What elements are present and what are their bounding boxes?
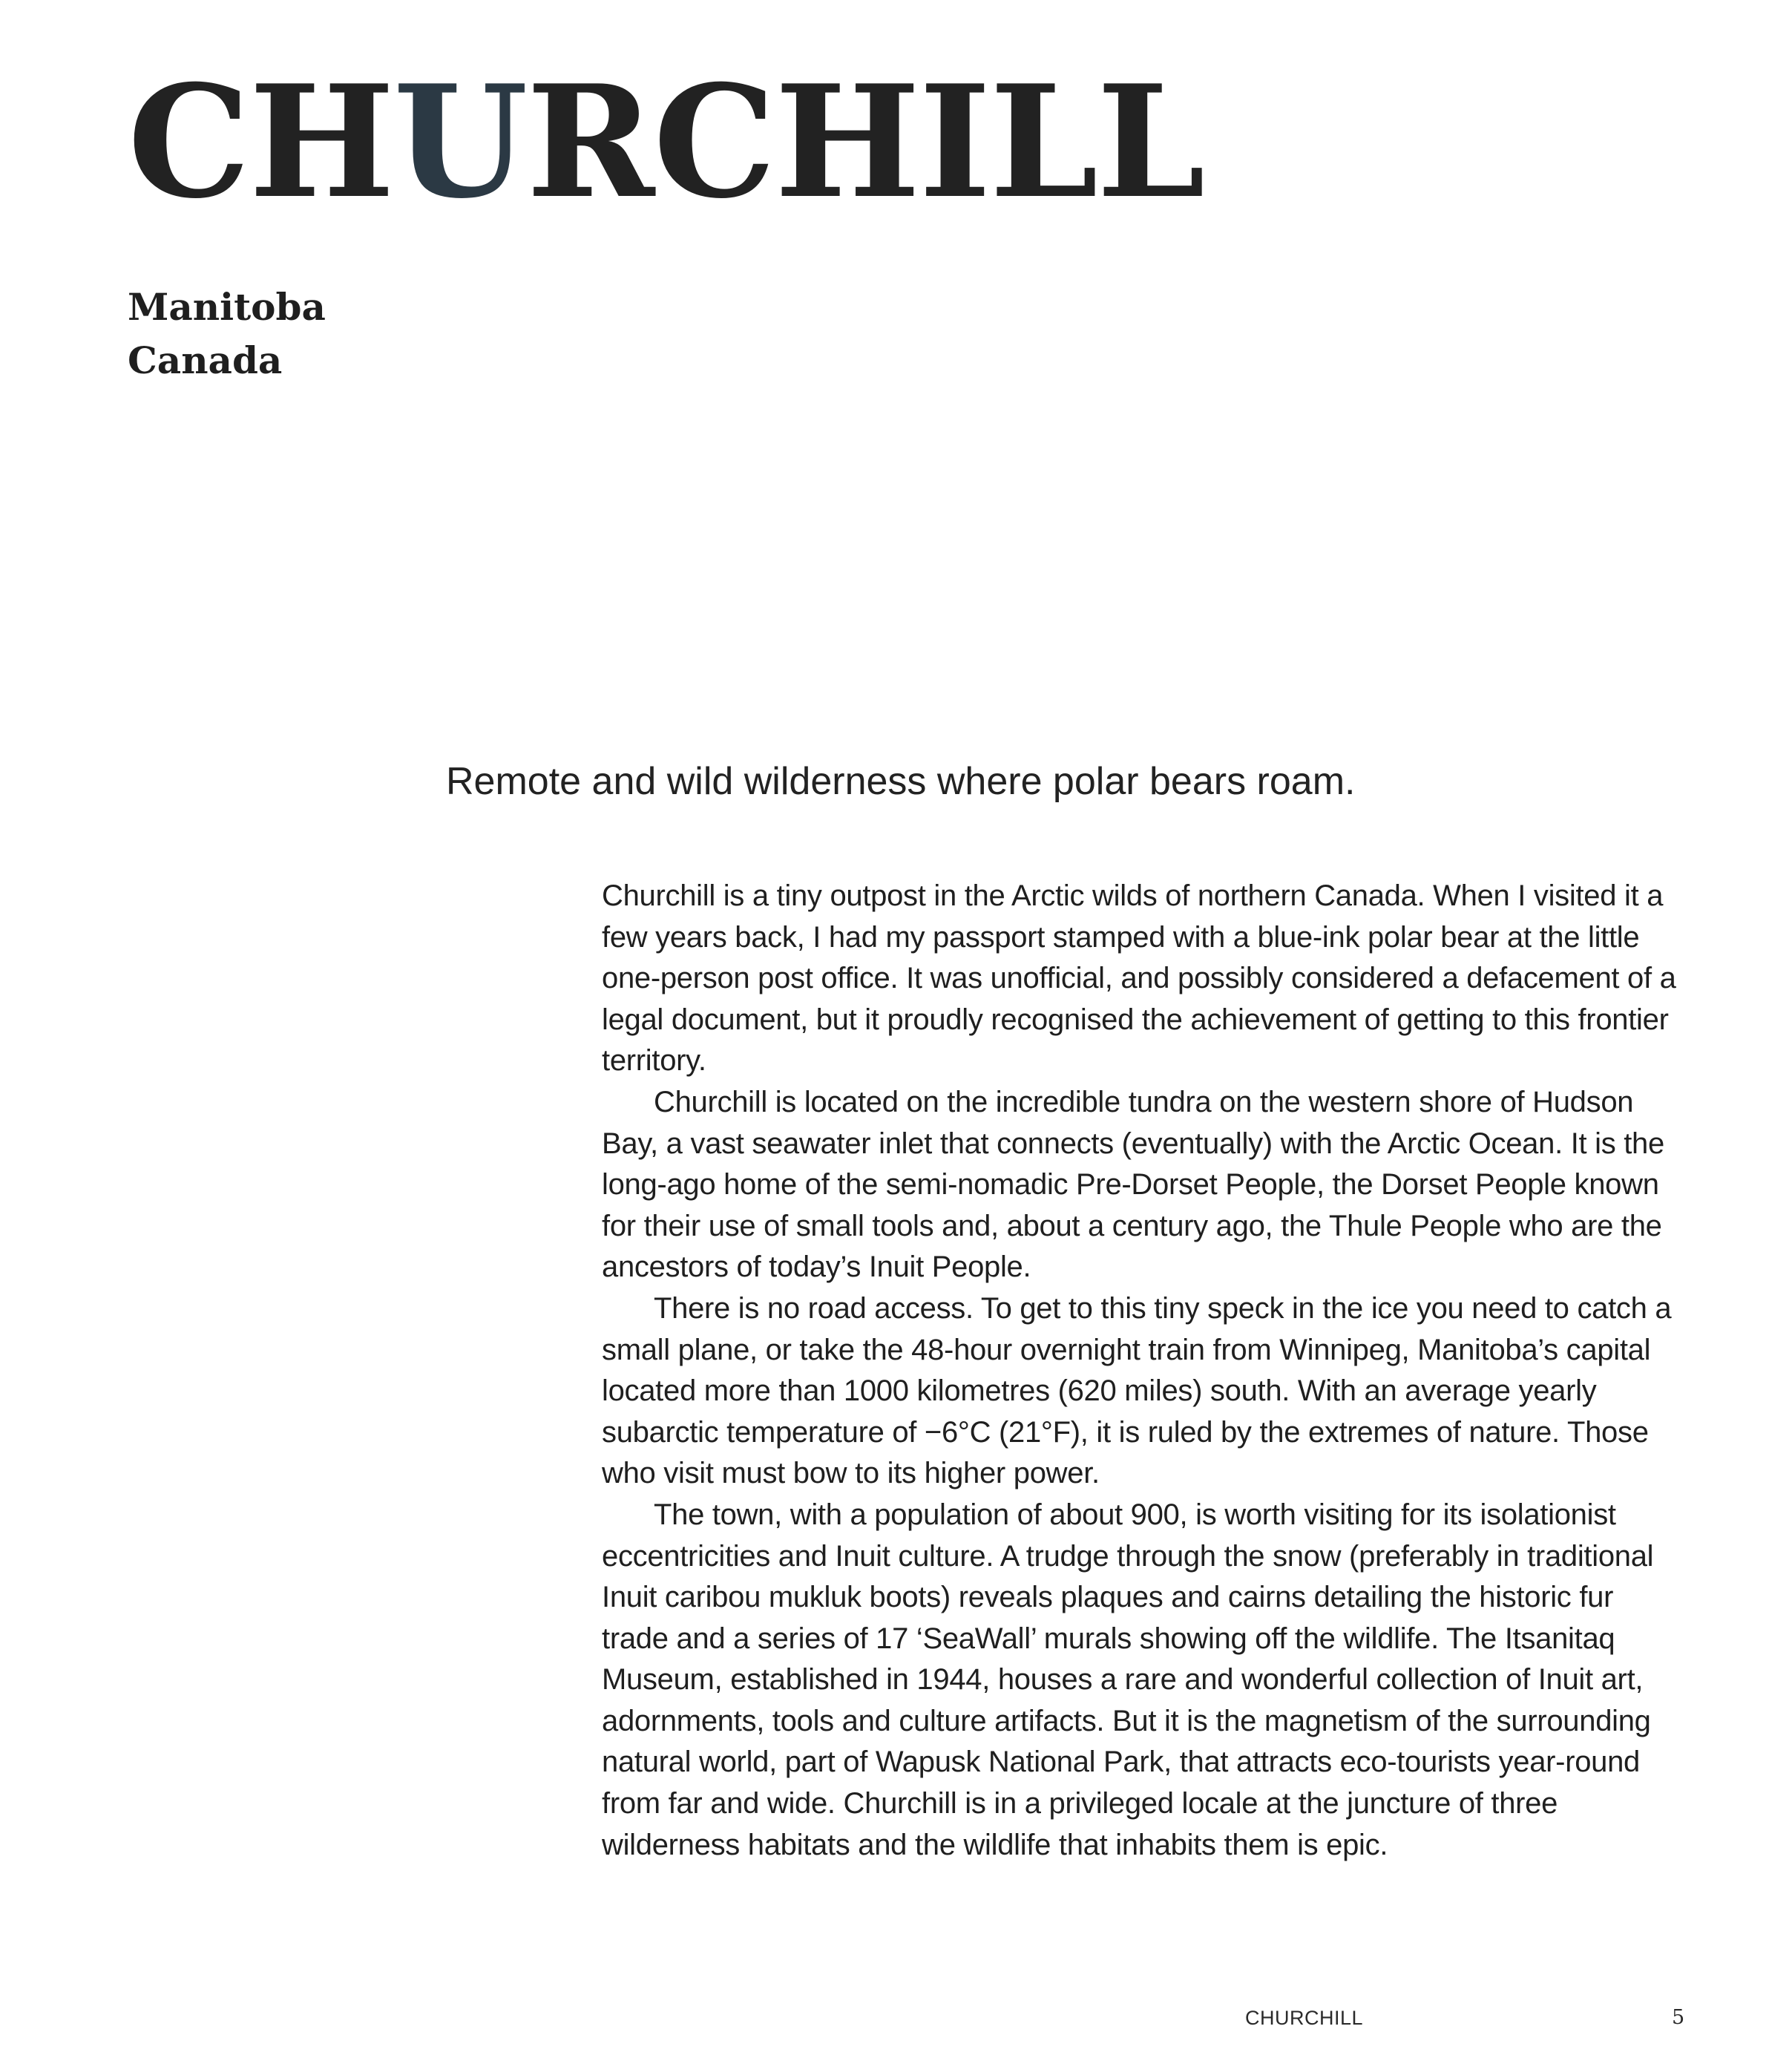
body-paragraph: Churchill is a tiny outpost in the Arctic wilds of northern Canada. When I visited it a few years back, I had my passport stamped with a blue-ink polar bear at the little one-person post office. It was unofficial, and possibly considered a defacement of a legal document, but it proudly recognised the achievement of getting to this frontier territory.	[602, 879, 1676, 1078]
location-block	[128, 281, 326, 387]
body-text	[602, 876, 1685, 1866]
subtitle: Remote and wild wilderness where polar bears roam.	[446, 760, 1356, 803]
title-part-1: CH	[128, 52, 394, 233]
body-paragraph: The town, with a population of about 900, is worth visiting for its isolationist eccentricities and Inuit culture. A trudge through the snow (preferably in traditional Inuit caribou mukluk boots) reveals plaques and cairns detailing the historic fur trade and a series of 17 ‘SeaWall’ murals showing off the wildlife. The Itsanitaq Museum, established in 1944, houses a rare and wonderful collection of Inuit art, adornments, tools and culture artifacts. But it is the magnetism of the surrounding natural world, part of Wapusk National Park, that attracts eco-tourists year-round from far and wide. Churchill is in a privileged locale at the juncture of three wilderness habitats and the wildlife that inhabits them is epic.	[602, 1498, 1654, 1861]
page-number: 5	[1672, 2006, 1685, 2029]
body-paragraph: Churchill is located on the incredible tundra on the western shore of Hudson Bay, a vast seawater inlet that connects (eventually) with the Arctic Ocean. It is the long-ago home of the semi-nomadic Pre-Dorset People, the Dorset People known for their use of small tools and, about a century ago, the Thule People who are the ancestors of today’s Inuit People.	[602, 1085, 1664, 1284]
title-part-2: RCHILL	[526, 52, 1204, 233]
running-footer: CHURCHILL	[1245, 2007, 1364, 2029]
body-paragraph: There is no road access. To get to this tiny speck in the ice you need to catch a small plane, or take the 48-hour overnight train from Winnipeg, Manitoba’s capital located more than 1000 kilometres (620 miles) south. With an average yearly subarctic temperature of −6°C (21°F), it is ruled by the extremes of nature. Those who visit must bow to its higher power.	[602, 1291, 1672, 1490]
title-accent-letter: U	[393, 52, 527, 233]
page-title	[128, 52, 1204, 233]
location-country: Canada	[128, 338, 283, 382]
location-province: Manitoba	[128, 285, 326, 329]
